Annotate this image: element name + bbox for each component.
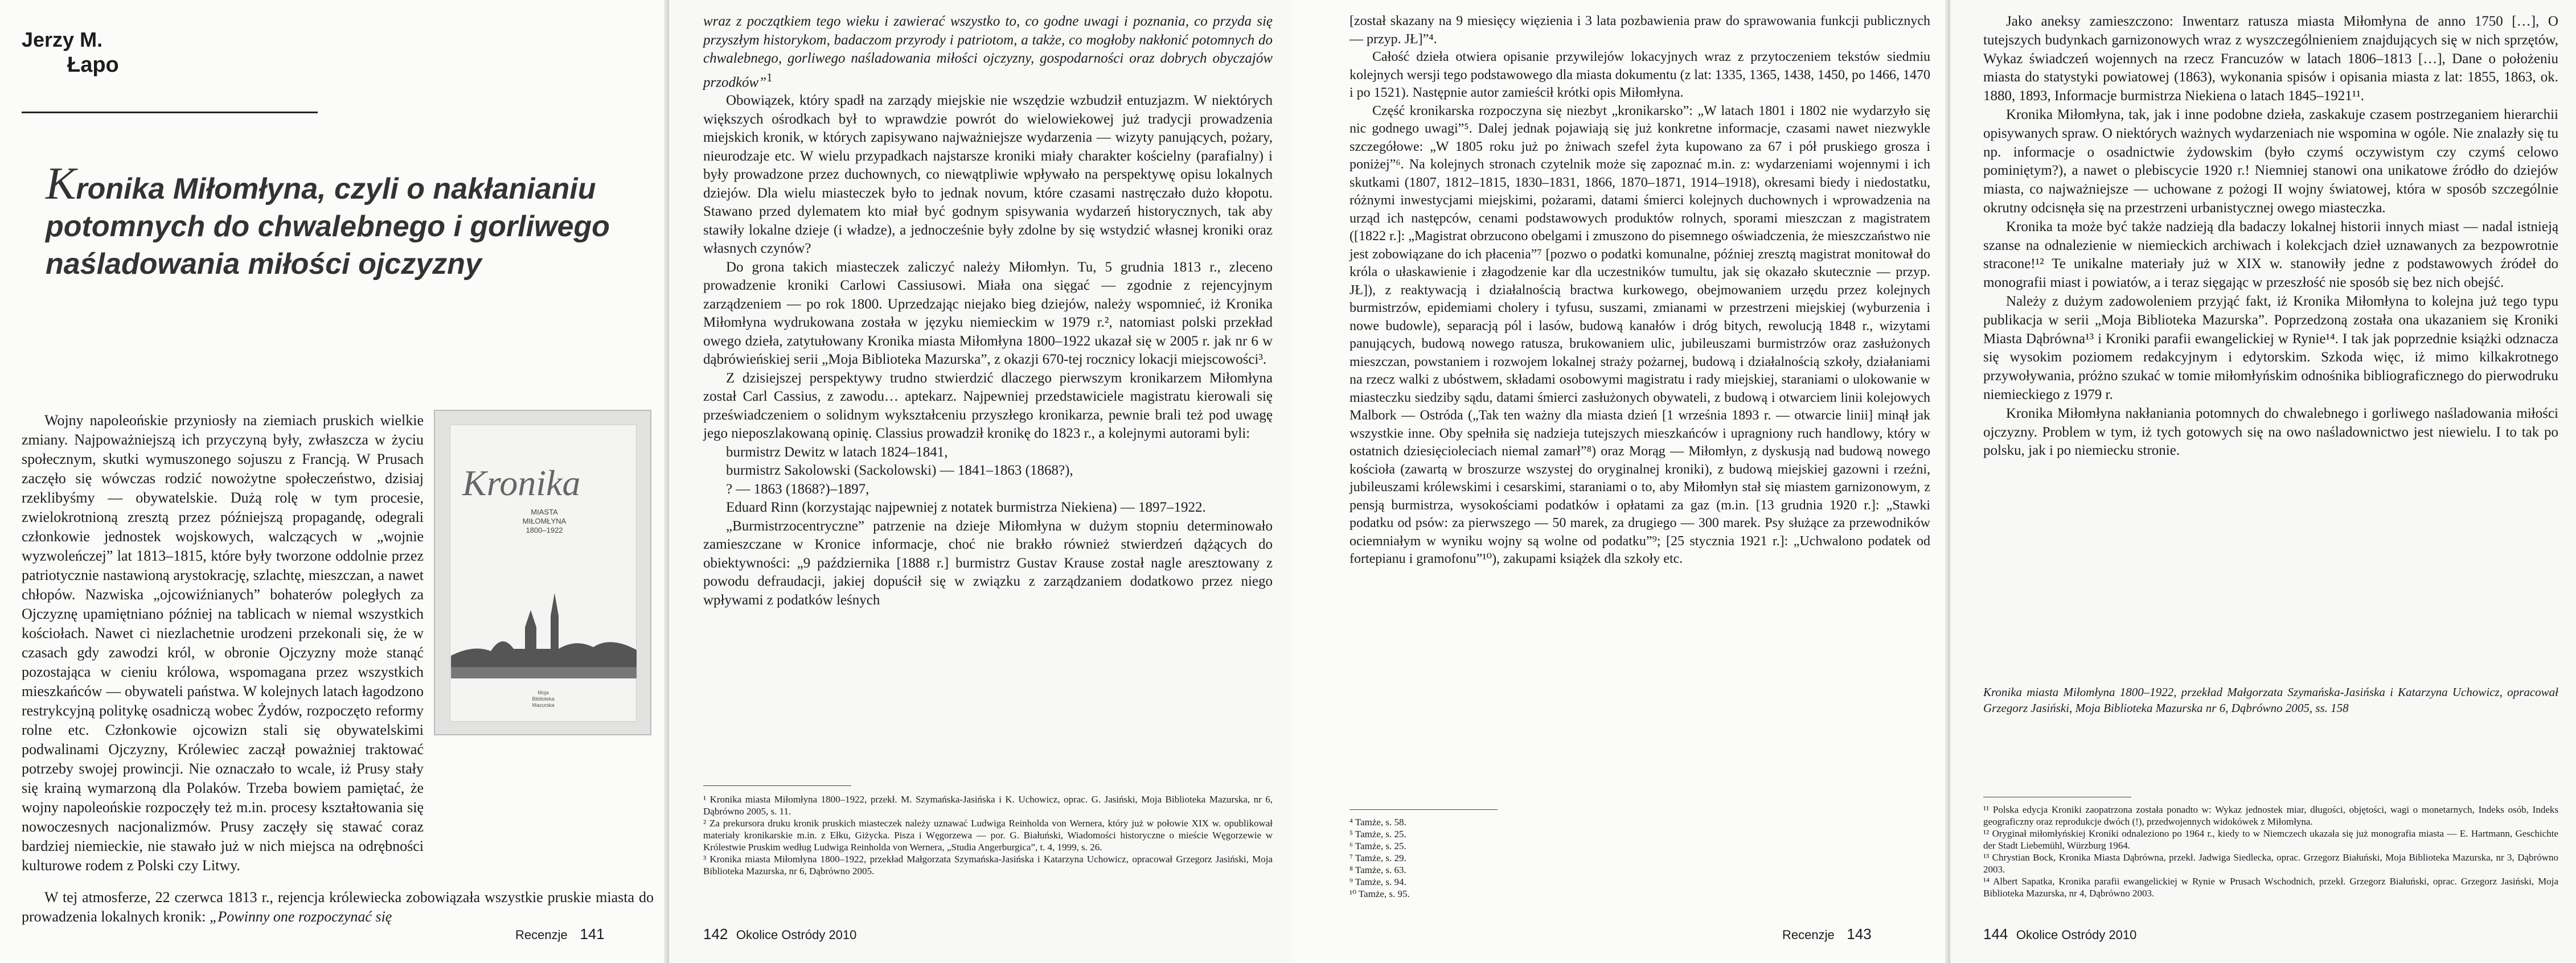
footnotes: [1349, 816, 1577, 900]
cover-title: Kronika: [462, 463, 581, 503]
body-paragraph: Wojny napoleońskie przyniosły na ziemiach pruskich wielkie zmiany. Najpoważniejszą ich przyczyną były, zwłaszcza w życiu społecznym, skutki wymuszonego sojuszu z Francją. W Prusach zaczęło się wówczas rodzić nowożytne społeczeństwo, dzisiaj rzeklibyśmy — obywatelskie. Dużą rolę w tym procesie, zwielokrotnioną zresztą przez późniejszą propagandę, odegrali członkowie jednostek wojskowych, walczących w „wojnie wyzwoleńczej” lat 1813–1815, które były tworzone oddolnie przez patriotycznie nastawioną arystokrację, szlachtę, mieszczan, a nawet chłopów. Nazwiska „ojcowiźnianych” bohaterów poległych za Ojczyznę upamiętniano później na tablicach w niemal wszystkich kościołach. Nawet ci niezlachetnie urodzeni przekonali się, że w czasach gdy zawodzi król, w obronie Ojczyzny może stanąć pozostająca w cieniu królowa, wspomagana przez wszystkich mieszkańców — obywateli państwa. W kolejnych latach łagodzono restrykcyjną politykę osadniczą wobec Żydów, rozpoczęto reformy rolne etc. Członkowie ojcowizn stali się obywatelskimi podwalinami Ojczyzny, Królewiec zaczął poważniej traktować potrzeby swojej prowincji. Nie oznaczało to wcale, iż Prusy stały się krainą wymarzoną dla Polaków. Trzeba bowiem pamiętać, że wojny napoleońskie rozpoczęły też m.in. procesy kształtowania się nowoczesnych nacjonalizmów. Prusy zaczęły się stawać coraz bardziej niemieckie, nie stawało już w nich miejsca na odrębności kulturowe rodem z Polski czy Litwy.: [22, 412, 424, 874]
author-rule: [22, 112, 318, 113]
body-paragraph: Jako aneksy zamieszczono: Inwentarz ratusza miasta Miłomłyna de anno 1750 […], O tutejszych budynkach garnizonowych wraz z wyszczególnieniem znajdujących się w nich sprzętów, Wykaz świadczeń wojennych na rzecz Francuzów w latach 1806–1813 […], Dane o położeniu miasta do statystyki powiatowej (1863), wykonania spisów i opisania miasta z lat: 1855, 1863, ok. 1880, 1893, Informacje burmistrza Niekiena o latach 1845–1921¹¹.: [1983, 14, 2558, 104]
paragraph-text: W tej atmosferze, 22 czerwca 1813 r., rejencja królewiecka zobowiązała wszystkie pruskie miasta do prowadzenia lokalnych kronik:: [22, 889, 654, 925]
footnote-rule: [1349, 809, 1498, 810]
body-text-column: [703, 13, 1273, 610]
section-name: Recenzje: [1782, 928, 1835, 942]
body-text-column-wide: [22, 888, 654, 927]
body-paragraph: Całość dzieła otwiera opisanie przywilejów lokacyjnych wraz z przytoczeniem tekstów siedmiu kolejnych wersji tego podstawowego dla miasta dokumentu (z lat: 1335, 1365, 1438, 1450, po 1466, 1470 i po 1521). Następnie autor zamieścił krótki opis Miłomłyna.: [1349, 50, 1930, 100]
footnote: ² Za prekursora druku kronik pruskich miasteczek należy uznawać Ludwiga Reinholda von Wernera, który już w połowie XIX w. opublikował materiały kronikarskie m.in. z Ełku, Giżycka. Pisza i Węgorzewa — por. G. Białuński, Wiadomości historyczne o mieście Węgorzewie w Królestwie Pruskim według Ludwiga Reinholda von Wernera, „Studia Angerburgica”, t. 4, 1999, s. 26.: [703, 818, 1273, 853]
body-text-column: [1983, 13, 2558, 460]
footnote-ref: 1: [766, 70, 773, 84]
footnote: ¹³ Chrystian Bock, Kronika Miasta Dąbrówna, przekł. Jadwiga Siedlecka, oprac. Grzegorz Białuński, Moja Biblioteka Mazurska, nr 3, Dąbrówno 2003.: [1983, 852, 2558, 875]
page-folio: [1782, 925, 1872, 943]
page-folio: [515, 925, 605, 943]
author-first-name: Jerzy M.: [22, 28, 103, 51]
footnote: ¹¹ Polska edycja Kroniki zaopatrzona została ponadto w: Wykaz jednostek miar, długości, objętości, wagi o monetarnych, Indeks osób, Indeks geograficzny oraz reprodukcje dwóch (!), przedwojennych widokówek z Miłomłyna.: [1983, 804, 2558, 827]
cover-subtitle: [504, 508, 584, 535]
page-143: [1293, 0, 1950, 963]
footnote: ³ Kronika miasta Miłomłyna 1800–1922, przekład Małgorzata Szymańska-Jasińska i Katarzyna Uchowicz, opracował Grzegorz Jasiński, Moja Biblioteka Mazurska, nr 6, Dąbrówno 2005.: [703, 854, 1273, 876]
body-paragraph: [został skazany na 9 miesięcy więzienia i 3 lata pozbawienia praw do sprawowania funkcji publicznych — przyp. JŁ]”⁴.: [1349, 14, 1930, 47]
footnote-rule: [703, 785, 851, 786]
body-paragraph: [22, 888, 654, 927]
body-paragraph: „Burmistrzocentryczne” patrzenie na dzieje Miłomłyna w dużym stopniu determinowało zamieszczane w Kronice informacje, choć nie brakło również stwierdzeń dążących do obiektywności: „9 października [1888 r.] burmistrz Gustav Krause został nagle aresztowany z powodu defraudacji, jakiej dopuścił się w związku z zarządzaniem dodatkowo przez niego wpływami z podatków leśnych: [703, 518, 1273, 608]
page-folio: [703, 925, 856, 943]
page-141: [0, 0, 669, 963]
section-name: Okolice Ostródy 2010: [736, 928, 857, 942]
footnote: ⁴ Tamże, s. 58.: [1349, 817, 1406, 828]
footnotes: [703, 793, 1273, 877]
cover-publisher-line: Biblioteka: [532, 696, 555, 702]
footnote: ⁵ Tamże, s. 25.: [1349, 829, 1406, 839]
cover-publisher-line: Mazurska: [532, 702, 555, 708]
body-paragraph: Obowiązek, który spadł na zarządy miejskie nie wszędzie wzbudził entuzjazm. W niektórych większych ośrodkach był to wprawdzie powrót do wielowiekowej już tradycji prowadzenia miejskich kronik, w których zapisywano najważniejsze wydarzenia — wizyty panujących, pożary, nieurodzaje etc. W wielu przypadkach najstarsze kroniki miały charakter kościelny (parafialny) i były prowadzone przez duchownych, co niewątpliwie wpływało na perspektywę opisu lokalnych dziejów. Dla wielu miasteczek było to jednak novum, które czasami nastręczało dużo kłopotu. Stawano przed dylematem kto miał być godnym spisywania wydarzeń historycznych, tak aby stawiły lokalne dzieje (i władze), a jednocześnie były zdolne by się wstydzić własnej kroniki oraz własnych czynów?: [703, 93, 1273, 257]
page-number: 144: [1983, 925, 2008, 943]
title-text: ronika Miłomłyna, czyli o nakłanianiu potomnych do chwalebnego i gorliwego naśladowania miłości ojczyzny: [46, 172, 610, 281]
title-initial: K: [46, 159, 76, 209]
quotation-continued: [703, 13, 1273, 92]
page-142: [669, 0, 1293, 963]
body-paragraph: Z dzisiejszej perspektywy trudno stwierdzić dlaczego pierwszym kronikarzem Miłomłyna został Carl Cassius, z zawodu… aptekarz. Najpewniej przedstawiciele magistratu kierowali się przeświadczeniem o solidnym wykształceniu przyszłego kronikarza, pewnie brali też pod uwagę jego nieposzlakowaną opinię. Classius prowadził kronikę do 1823 r., a kolejnymi autorami byli:: [703, 370, 1273, 442]
page-folio: [1983, 925, 2136, 943]
footnote: ⁸ Tamże, s. 63.: [1349, 865, 1406, 875]
page-number: 142: [703, 925, 728, 943]
chronicler-list-item: burmistrz Dewitz w latach 1824–1841,: [726, 444, 948, 460]
author-last-name: Łapo: [67, 53, 119, 77]
cover-subtitle-line: MIŁOMŁYNA: [522, 517, 567, 525]
body-paragraph: Należy z dużym zadowoleniem przyjąć fakt, iż Kronika Miłomłyna to kolejna już tego typu publikacja w serii „Moja Biblioteka Mazurska”. Poprzedzoną została ona ukazaniem się Kroniki Miasta Dąbrówna¹³ i Kroniki parafii ewangelickiej w Rynie¹⁴. I tak jak poprzednie książki odznacza się wysokim poziomem redakcyjnym i edytorskim. Szkoda więc, iż mimo kilkakrotnego przywoływania, próżno szukać w tomie miłomłyńskim odnośnika bibliograficznego do pierwodruku niemieckiego z 1979 r.: [1983, 293, 2558, 402]
chronicler-list-item: burmistrz Sakolowski (Sackolowski) — 1841–1863 (1868?),: [726, 463, 1073, 479]
cover-publisher-line: Moja: [538, 690, 549, 696]
footnote: ⁷ Tamże, s. 29.: [1349, 853, 1406, 863]
footnote: ¹⁴ Albert Sapatka, Kronika parafii ewangelickiej w Rynie w Prusach Wschodnich, przekł. Grzegorz Białuński, oprac. Grzegorz Jasiński, Moja Biblioteka Mazurska, nr 4, Dąbrówno 2003.: [1983, 876, 2558, 899]
book-cover-image: [434, 410, 651, 735]
footnote: ⁹ Tamże, s. 94.: [1349, 876, 1406, 887]
footnotes: [1983, 804, 2558, 899]
page-number: 141: [580, 925, 605, 943]
page-144: [1950, 0, 2576, 963]
cover-subtitle-line: 1800–1922: [526, 526, 563, 534]
body-paragraph: Część kronikarska rozpoczyna się niezbyt „kronikarsko”: „W latach 1801 i 1802 nie wydarzyło się nic godnego uwagi”⁵. Dalej jednak pojawiają się już konkretne informacje, czasami nawet niezwykle szczegółowe: „W 1805 roku już po żniwach szefel żyta kupowano za 67 i pół pruskiego grosza i poniżej”⁶. Na kolejnych stronach czytelnik może się zapoznać m.in. z: wydarzeniami wojennymi i ich skutkami (1807, 1812–1815, 1830–1831, 1866, 1870–1871, 1914–1918), okresami biedy i niedostatku, różnymi inwestycjami miejskimi, pożarami, datami śmierci kolejnych duchownych i wprowadzenia na urząd ich następców, cenami podstawowych produktów rolnych, sporami mieszczan z magistratem ([1822 r.]: „Magistrat obrzucono obelgami i zmuszono do pisemnego oświadczenia, że mieszczaństwo nie jest zobowiązane do ich płacenia”⁷ [pozwo o podatki komunalne, później zresztą magistrat monitował do króla o ułaskawienie i złagodzenie kar dla uczestników tumultu, jak się okazało skutecznie — przyp. JŁ]), z reaktywacją i działalnością bractwa kurkowego, obejmowaniem urzędu przez kolejnych burmistrzów, epidemiami cholery i tyfusu, suszami, zmianami w przestrzeni miejskiej (wyburzenia i nowe budowle), separacją pól i lasów, budową kanałów i dróg bitych, rewolucją 1848 r., wizytami panujących, budową nowego ratusza, brukowaniem ulic, jubileuszami burmistrzów oraz zasłużonych mieszczan, powstaniem i rozwojem lokalnej straży pożarnej, budową i działalnością szkoły, działaniami na rzecz walki z ubóstwem, składami osobowymi magistratu i rady miejskiej, staraniami o ulokowanie w miasteczku siedziby sądu, datami śmierci zasłużonych obywateli, z budową i otwarciem linii kolejowych Malbork — Ostróda („Tak ten ważny dla miasta dzień [1 września 1893 r. — otwarcie linii] minął jak wszystkie inne. Oby spełniła się nadzieja tutejszych mieszkańców i upragniony ruch handlowy, który w ostatnich dziesięcioleciach niemal zamarł”⁸) oraz Morąg — Miłomłyn, z dyskusją nad budową nowego kościoła (zawartą w broszurze wszystej do oryginalnej kroniki), z budową miejskiej gazowni i rzeźni, jubileuszami królewskimi i cesarskimi, staraniami o to, aby Miłomłyn stał się miastem garnizonowym, z pensją burmistrza, wysokościami podatków i opłatami za gaz (m.in. [13 grudnia 1920 r.]: „Stawki podatku od psów: za pierwszego — 50 marek, za drugiego — 300 marek. Psy służące za przewodników ociemniałym w wyniku wojny są wolne od podatku”⁹; [25 stycznia 1921 r.]: „Uchwalono podatek od fortepianu i gramofonu”¹⁰), zakupami książek dla szkoły etc.: [1349, 103, 1930, 566]
author-name: [22, 27, 119, 77]
chronicler-list-item: ? — 1863 (1868?)–1897,: [726, 481, 869, 497]
footnote: ¹⁰ Tamże, s. 95.: [1349, 888, 1410, 899]
page-number: 143: [1847, 925, 1872, 943]
footnote: ¹² Oryginał miłomłyńskiej Kroniki odnaleziono po 1964 r., kiedy to w Niemczech ukazała się już monografia miasta — E. Hartmann, Geschichte der Stadt Liebemühl, Würzburg 1964.: [1983, 828, 2558, 851]
body-paragraph: Kronika Miłomłyna, tak, jak i inne podobne dzieła, zaskakuje czasem postrzeganiem hierarchii opisywanych spraw. O niektórych ważnych wydarzeniach nie wspomina w ogóle. Nie znalazły się tu np. informacje o osadnictwie żydowskim (było czymś oczywistym czy czymś celowo pominiętym?), a nawet o plebiscycie 1920 r.! Niemniej stanowi ona unikatowe źródło do dziejów miasta, co najważniejsze — uchowane z pożogi II wojny światowej, która w sposób szczególnie okrutny odcisnęła się na przestrzeni urbanistycznej owego miasteczka.: [1983, 106, 2558, 216]
quotation-text: wraz z początkiem tego wieku i zawierać wszystko to, co godne uwagi i poznania, co przyda się przyszłym historykom, badaczom przyrody i patriotom, a także, co mogłoby nakłonić potomnych do chwalebnego, gorliwego naśladowania miłości ojczyzny, gospodarności oraz dobrych obyczajów przodków”: [703, 14, 1273, 90]
body-text-column: [1349, 13, 1930, 569]
body-text-column-start: [22, 411, 424, 875]
footnote: ⁶ Tamże, s. 25.: [1349, 841, 1406, 851]
section-name: Recenzje: [515, 928, 568, 942]
town-silhouette-illustration: [451, 582, 637, 678]
body-paragraph: Kronika ta może być także nadzieją dla badaczy lokalnej historii innych miast — nadal istnieją szanse na odnalezienie w niemieckich archiwach i kolekcjach dzieł uznawanych za bezpowrotnie stracone!¹² Te unikalne materiały już w XIX w. stanowiły jedne z podstawowych źródeł do monografii miast i powiatów, a i teraz sięgając w przeszłość nie sposób się bez nich obejść.: [1983, 219, 2558, 291]
section-name: Okolice Ostródy 2010: [2016, 928, 2137, 942]
chronicler-list-item: Eduard Rinn (korzystając najpewniej z notatek burmistrza Niekiena) — 1897–1922.: [726, 500, 1206, 516]
cover-subtitle-line: MIASTA: [531, 508, 558, 516]
book-citation-caption: Kronika miasta Miłomłyna 1800–1922, przekład Małgorzata Szymańska-Jasińska i Katarzyna Uchowicz, opracował Grzegorz Jasiński, Moja Biblioteka Mazurska nr 6, Dąbrówno 2005, ss. 158: [1983, 685, 2558, 715]
article-title: [46, 159, 626, 283]
footnote: ¹ Kronika miasta Miłomłyna 1800–1922, przekł. M. Szymańska-Jasińska i K. Uchowicz, oprac. G. Jasiński, Moja Biblioteka Mazurska, nr 6, Dąbrówno 2005, s. 11.: [703, 794, 1273, 817]
quotation-text: „Powinny one rozpoczynać się: [209, 908, 392, 925]
body-paragraph: Do grona takich miasteczek zaliczyć należy Miłomłyn. Tu, 5 grudnia 1813 r., zleceno prowadzenie kroniki Carlowi Cassiusowi. Miała ona sięgać — zgodnie z rejencyjnym zarządzeniem — po rok 1800. Uprzedzając niejako bieg dziejów, należy wspomnieć, iż Kronika Miłomłyna wydrukowana została w języku niemieckim w 1979 r.², natomiast polski przekład owego dzieła, zatytułowany Kronika miasta Miłomłyna 1800–1922 ukazał się w 2005 r. jak nr 6 w dąbrówieńskiej serii „Moja Biblioteka Mazurska”, z okazji 670-tej rocznicy lokacji miejscowości³.: [703, 259, 1273, 368]
cover-publisher: [515, 690, 572, 709]
body-paragraph: Kronika Miłomłyna nakłaniania potomnych do chwalebnego i gorliwego naśladowania miłości ojczyzny. Problem w tym, iż tych gotowych się na owo naśladownictwo jest niewielu. I to tak po polsku, jak i po niemiecku stronie.: [1983, 405, 2558, 459]
